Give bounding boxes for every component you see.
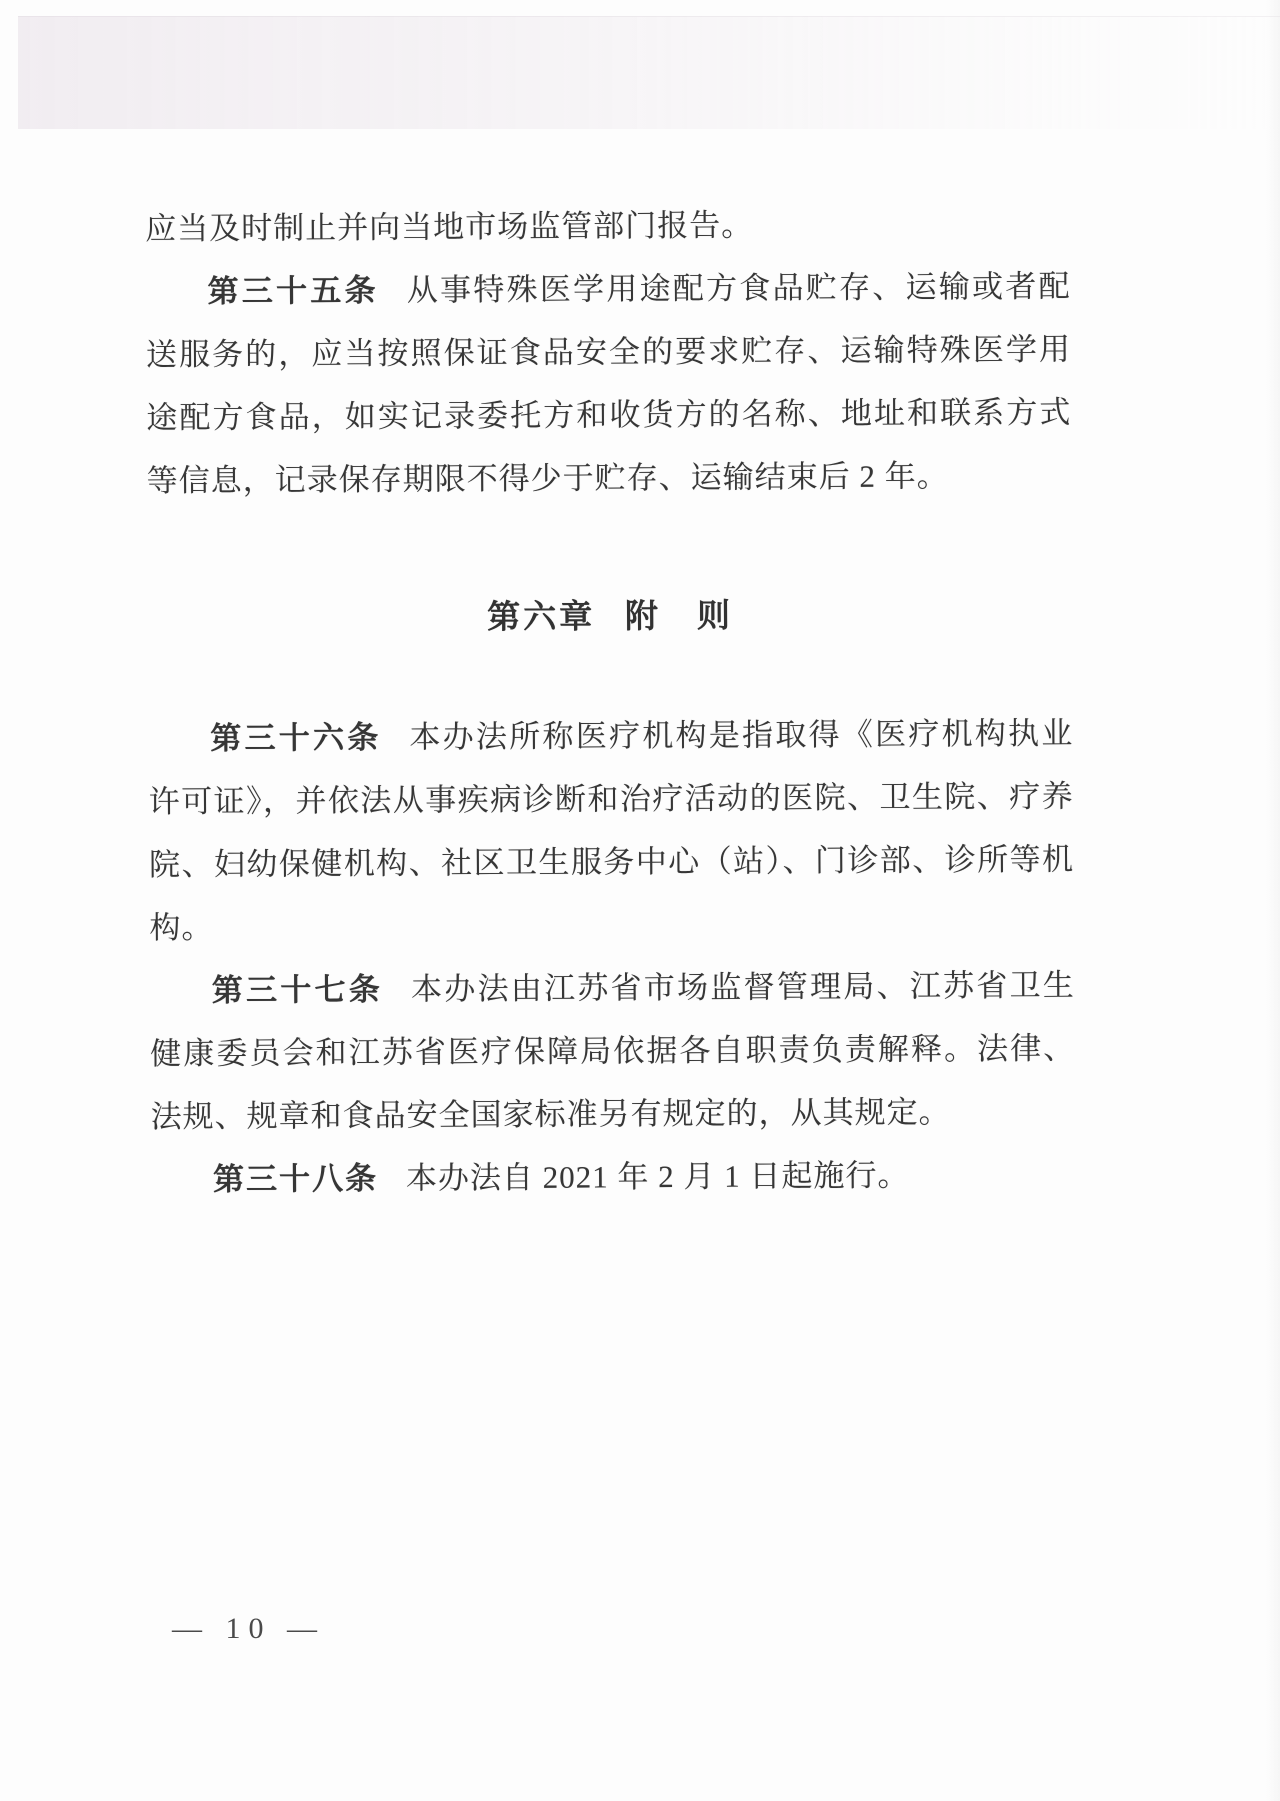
paragraph-article-36 (148, 702, 1075, 960)
article-37-body: 本办法由江苏省市场监督管理局、江苏省卫生健康委员会和江苏省医疗保障局依据各自职责负责解释。法律、法规、规章和食品安全国家标准另有规定的，从其规定。 (150, 967, 1076, 1135)
paragraph-article-37 (150, 954, 1076, 1149)
page-number: — 10 — (172, 1612, 325, 1645)
scan-edge-shading (1266, 0, 1280, 1801)
article-35-body: 从事特殊医学用途配方食品贮存、运输或者配送服务的，应当按照保证食品安全的要求贮存、运输特殊医学用途配方食品，如实记录委托方和收货方的名称、地址和联系方式等信息，记录保存期限不得少于贮存、运输结束后 2 年。 (145, 268, 1072, 499)
paragraph-article-38 (151, 1143, 1076, 1212)
article-37-term: 第三十七条 (211, 971, 384, 1008)
chapter-6-heading (147, 582, 1072, 651)
chapter-6-title: 附 则 (624, 596, 734, 635)
article-36-term: 第三十六条 (210, 719, 382, 756)
paragraph-continuation: 应当及时制止并向当地市场监管部门报告。 (145, 207, 754, 247)
scan-artifact-band (18, 16, 1280, 129)
article-35-term: 第三十五条 (207, 272, 379, 309)
article-38-body: 本办法自 2021 年 2 月 1 日起施行。 (405, 1157, 910, 1196)
paragraph-article-35 (145, 255, 1072, 513)
article-36-body: 本办法所称医疗机构是指取得《医疗机构执业许可证》，并依法从事疾病诊断和治疗活动的医院、卫生院、疗养院、妇幼保健机构、社区卫生服务中心（站）、门诊部、诊所等机构。 (148, 715, 1075, 946)
chapter-6-number: 第六章 (487, 597, 596, 636)
document-body (145, 192, 1076, 1212)
article-38-term: 第三十八条 (212, 1160, 379, 1197)
